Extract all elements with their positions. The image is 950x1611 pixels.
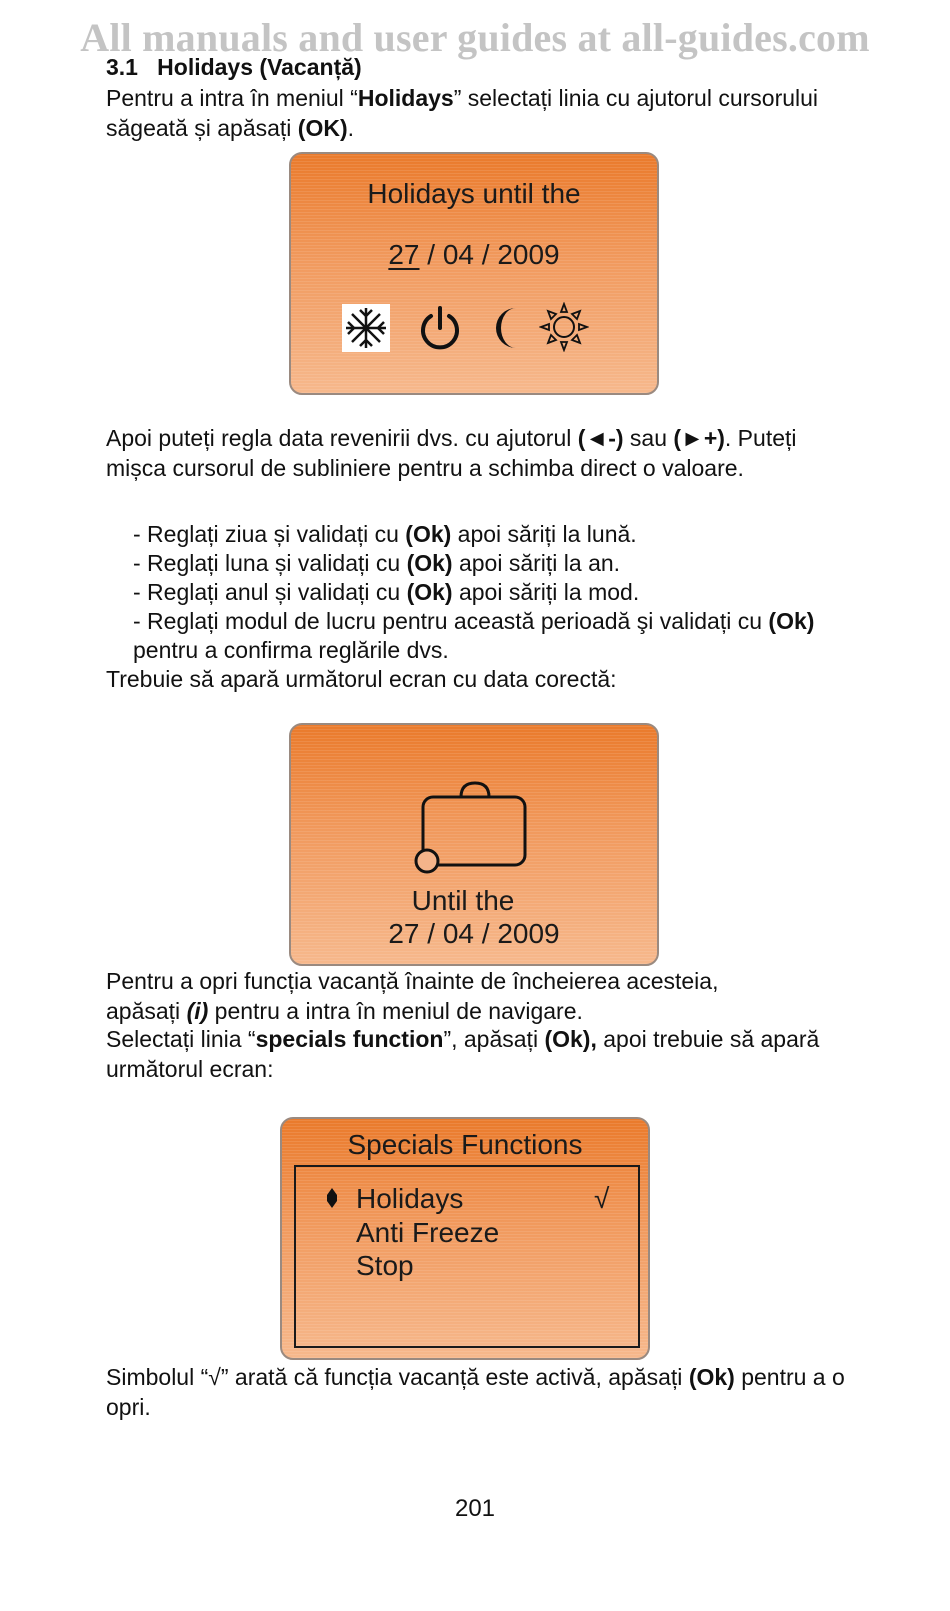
lcd-day: 27 xyxy=(388,239,420,270)
list-item: - Reglați luna și validați cu (Ok) apoi săriți la an. xyxy=(133,550,621,576)
watermark: All manuals and user guides at all-guides.com xyxy=(80,15,870,60)
lcd-until-date: 27 / 04 / 2009 xyxy=(388,918,560,949)
info-key: (i) xyxy=(186,998,209,1024)
para-stop-early xyxy=(106,966,846,1026)
para2-text-3: . Puteți mișca cursorul de subliniere pentru a schimba direct o valoare. xyxy=(106,425,797,481)
list-item: - Reglați modul de lucru pentru această perioadă şi validați cu (Ok) pentru a confirma reglările dvs. xyxy=(133,608,815,663)
list-item: - Reglați anul și validați cu (Ok) apoi săriți la mod. xyxy=(133,579,640,605)
menu-item-anti-freeze: Anti Freeze xyxy=(356,1217,500,1248)
para-adjust-date xyxy=(106,423,846,483)
lcd-date xyxy=(291,239,657,271)
selection-marker-icon xyxy=(326,1187,338,1209)
para2-text-2: sau xyxy=(623,425,674,451)
check-mark: √ xyxy=(594,1183,610,1214)
ok-key: (Ok), xyxy=(544,1026,597,1052)
lcd-holidays-until xyxy=(289,152,659,395)
suitcase-icon xyxy=(411,779,531,875)
lcd-menu-title: Specials Functions xyxy=(347,1129,583,1160)
intro-paragraph xyxy=(106,83,846,143)
menu-item-holidays: Holidays xyxy=(356,1183,464,1214)
section-heading xyxy=(106,52,846,82)
snowflake-icon xyxy=(342,304,390,352)
para2-text: Apoi puteți regla data revenirii dvs. cu ajutorul xyxy=(106,425,578,451)
para-select-specials: Selectați linia “specials function”, apăsați (Ok), apoi trebuie să apară următorul ecran: xyxy=(106,1026,820,1082)
lcd-specials-functions xyxy=(280,1117,650,1360)
lcd-line1: Holidays until the xyxy=(367,178,581,209)
minus-key: (◄-) xyxy=(577,425,624,451)
section-title: Holidays (Vacanță) xyxy=(157,54,362,80)
specials-function-label: specials function xyxy=(255,1026,444,1052)
power-icon xyxy=(416,304,464,352)
intro-text: Pentru a intra în meniul “ xyxy=(106,85,358,111)
ok-key-2: (Ok) xyxy=(688,1364,735,1390)
list-item: - Reglați ziua și validați cu (Ok) apoi săriți la lună. xyxy=(133,521,637,547)
intro-text-2: ” selectați linia cu ajutorul cursorului săgeată și apăsați xyxy=(106,85,819,141)
menu-frame xyxy=(294,1165,640,1348)
intro-text-3: . xyxy=(347,115,355,141)
lcd-date-rest: / 04 / 2009 xyxy=(419,239,560,270)
lcd-until-line1: Until the xyxy=(411,885,515,916)
page-number: 201 xyxy=(454,1495,496,1522)
lcd-until xyxy=(289,723,659,966)
plus-key: (►+) xyxy=(673,425,725,451)
menu-item-stop: Stop xyxy=(356,1250,414,1281)
para3-line1: Pentru a opri funcția vacanță înainte de încheierea acesteia, xyxy=(106,968,719,994)
section-number: 3.1 xyxy=(106,54,138,80)
intro-holidays: Holidays xyxy=(357,85,454,111)
para3-line2: apăsați (i) pentru a intra în meniul de navigare. xyxy=(106,998,583,1024)
sun-icon xyxy=(539,302,589,352)
para-symbol-meaning: Simbolul “√” arată că funcția vacanță este activă, apăsați (Ok) pentru a o opri. xyxy=(106,1364,845,1420)
must-appear-text: Trebuie să apară următorul ecran cu data corectă: xyxy=(106,666,617,692)
moon-icon xyxy=(486,304,526,352)
intro-ok: (OK) xyxy=(297,115,348,141)
bullet-list xyxy=(133,520,833,665)
